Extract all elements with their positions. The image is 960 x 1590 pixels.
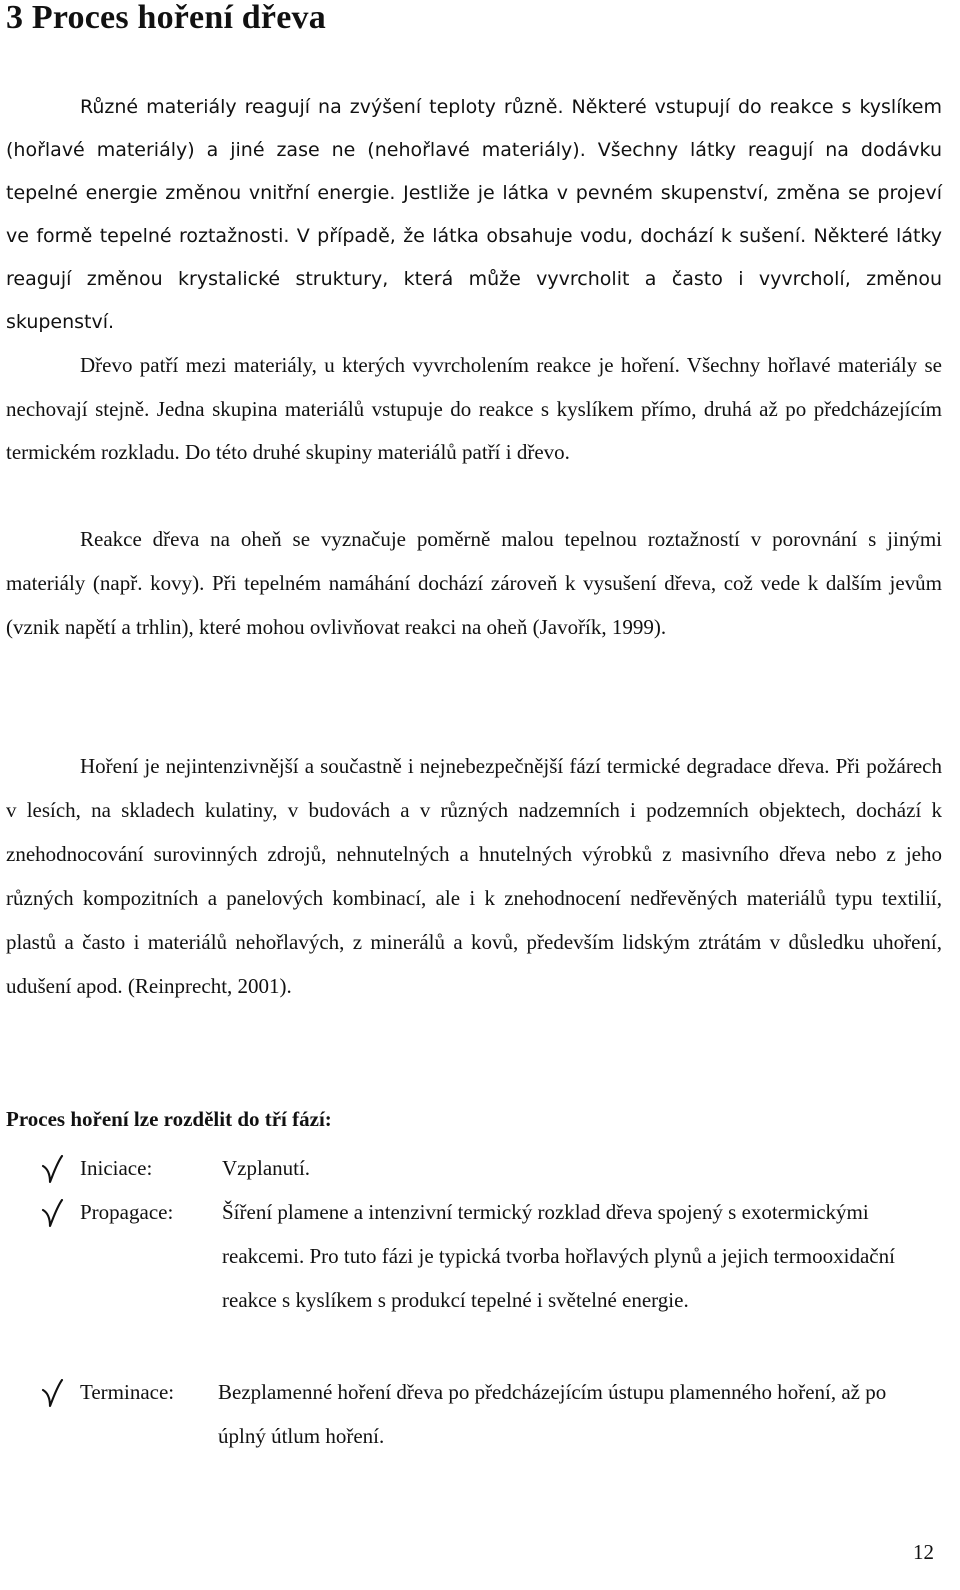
- section-title: 3 Proces hoření dřeva: [6, 0, 326, 36]
- phase-name: Propagace:: [80, 1200, 174, 1224]
- phase-item-termination: [0, 1370, 960, 1448]
- phase-description: Bezplamenné hoření dřeva po předcházejícím ústupu plamenného hoření, až po úplný útlum hoření.: [218, 1380, 887, 1448]
- phase-description: Vzplanutí.: [222, 1156, 311, 1180]
- phase-item-propagation: [0, 1190, 960, 1312]
- check-mark-icon: [40, 1199, 64, 1229]
- paragraph-material-reactions: Různé materiály reagují na zvýšení teploty různě. Některé vstupují do reakce s kyslíkem (hořlavé materiály) a jiné zase ne (nehořlavé materiály). Všechny látky reagují na dodávku tepelné energie změnou vnitřní energie. Jestliže je látka v pevném skupenství, změna se projeví ve formě tepelné roztažnosti. V případě, že látka obsahuje vodu, dochází k sušení. Některé látky reagují změnou krystalické struktury, která může vyvrcholit a často i vyvrcholí, změnou skupenství.: [6, 96, 942, 333]
- phase-name: Iniciace:: [80, 1156, 153, 1180]
- phase-item-initiation: [0, 1146, 960, 1190]
- paragraph-wood-combustion: Dřevo patří mezi materiály, u kterých vyvrcholením reakce je hoření. Všechny hořlavé materiály se nechovají stejně. Jedna skupina materiálů vstupuje do reakce s kyslíkem přímo, druhá až po předcházejícím termickém rozkladu. Do této druhé skupiny materiálů patří i dřevo.: [6, 353, 942, 464]
- phase-name: Terminace:: [80, 1380, 175, 1404]
- page-number: 12: [913, 1540, 934, 1564]
- check-mark-icon: [40, 1379, 64, 1409]
- check-mark-icon: [40, 1155, 64, 1185]
- paragraph-fire-reaction: Reakce dřeva na oheň se vyznačuje poměrně malou tepelnou roztažností v porovnání s jinými materiály (např. kovy). Při tepelném namáhání dochází zároveň k vysušení dřeva, což vede k dalším jevům (vznik napětí a trhlin), které mohou ovlivňovat reakci na oheň (Javořík, 1999).: [6, 527, 942, 639]
- phase-description: Šíření plamene a intenzivní termický rozklad dřeva spojený s exotermickými reakcemi. Pro tuto fázi je typická tvorba hořlavých plynů a jejich termooxidační reakce s kyslíkem s produkcí tepelné i světelné energie.: [222, 1200, 895, 1312]
- phases-heading: Proces hoření lze rozdělit do tří fází:: [6, 1107, 332, 1131]
- paragraph-burning-degradation: Hoření je nejintenzivnější a součastně i nejnebezpečnější fází termické degradace dřeva. Při požárech v lesích, na skladech kulatiny, v budovách a v různých nadzemních i podzemních objektech, dochází k znehodnocování surovinných zdrojů, nehnutelných a hnutelných výrobků z masivního dřeva nebo z jeho různých kompozitních a panelových kombinací, ale i k znehodnocení nedřevěných materiálů typu textilií, plastů a často i materiálů nehořlavých, z minerálů a kovů, především lidským ztrátám v důsledku uhoření, udušení apod. (Reinprecht, 2001).: [6, 754, 942, 998]
